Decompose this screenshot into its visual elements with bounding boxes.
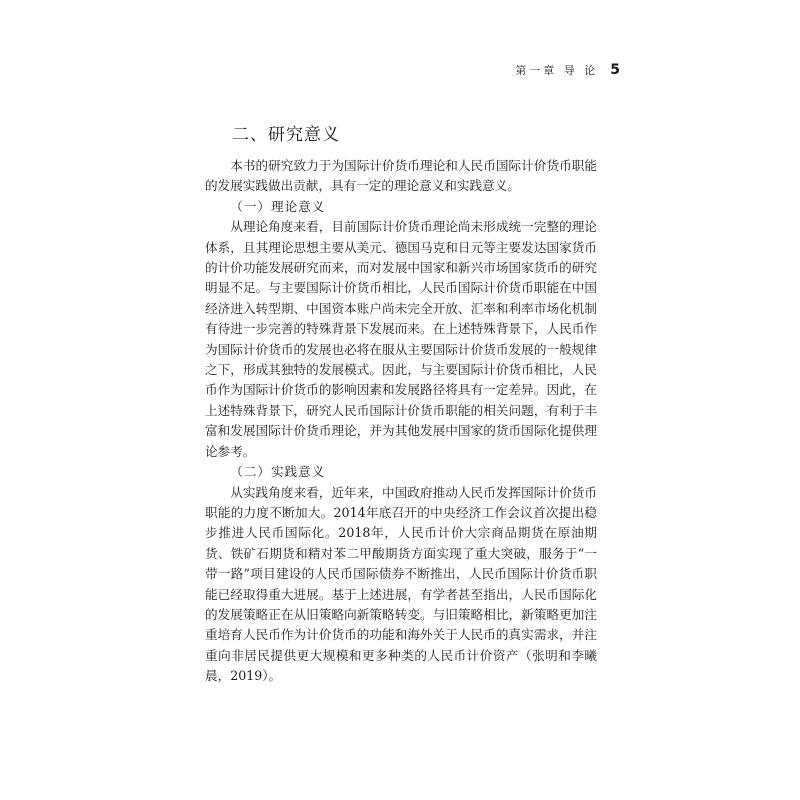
practice-paragraph: 从实践角度来看，近年来，中国政府推动人民币发挥国际计价货币职能的力度不断加大。2014年底召开的中央经济工作会议首次提出稳步推进人民币国际化。2018年，人民币计价大宗商品期货在原油期货、铁矿石期货和精对苯二甲酸期货方面实现了重大突破，服务于“一带一路”项目建设的人民币国际债券不断推出，人民币国际计价货币职能已经取得重大进展。基于上述进展，有学者甚至指出，人民币国际化的发展策略正在从旧策略向新策略转变。与旧策略相比，新策略更加注重培育人民币作为计价货币的功能和海外关于人民币的真实需求，并注重向非居民提供更大规模和更多种类的人民币计价资产（张明和李曦晨，2019）。 [205, 484, 597, 684]
running-head [500, 60, 620, 80]
body-text [205, 156, 597, 687]
page-number: 5 [610, 62, 620, 78]
section-title: 二、研究意义 [232, 125, 340, 145]
theory-heading: （一）理论意义 [230, 198, 326, 214]
chapter-title: 第一章 导 论 [515, 64, 599, 77]
practice-heading: （二）实践意义 [230, 464, 326, 480]
intro-paragraph: 本书的研究致力于为国际计价货币理论和人民币国际计价货币职能的发展实践做出贡献，具有一定的理论意义和实践意义。 [205, 158, 597, 194]
theory-paragraph: 从理论角度来看，目前国际计价货币理论尚未形成统一完整的理论体系，且其理论思想主要从美元、德国马克和日元等主要发达国家货币的计价功能发展研究而来，而对发展中国家和新兴市场国家货币的研究明显不足。与主要国际计价货币相比，人民币国际计价货币职能在中国经济进入转型期、中国资本账户尚未完全开放、汇率和利率市场化机制有待进一步完善的特殊背景下发展而来。在上述特殊背景下，人民币作为国际计价货币的发展也必将在服从主要国际计价货币发展的一般规律之下，形成其独特的发展模式。因此，与主要国际计价货币相比，人民币作为国际计价货币的影响因素和发展路径将具有一定差异。因此，在上述特殊背景下，研究人民币国际计价货币职能的相关问题，有利于丰富和发展国际计价货币理论，并为其他发展中国家的货币国际化提供理论参考。 [205, 219, 597, 459]
